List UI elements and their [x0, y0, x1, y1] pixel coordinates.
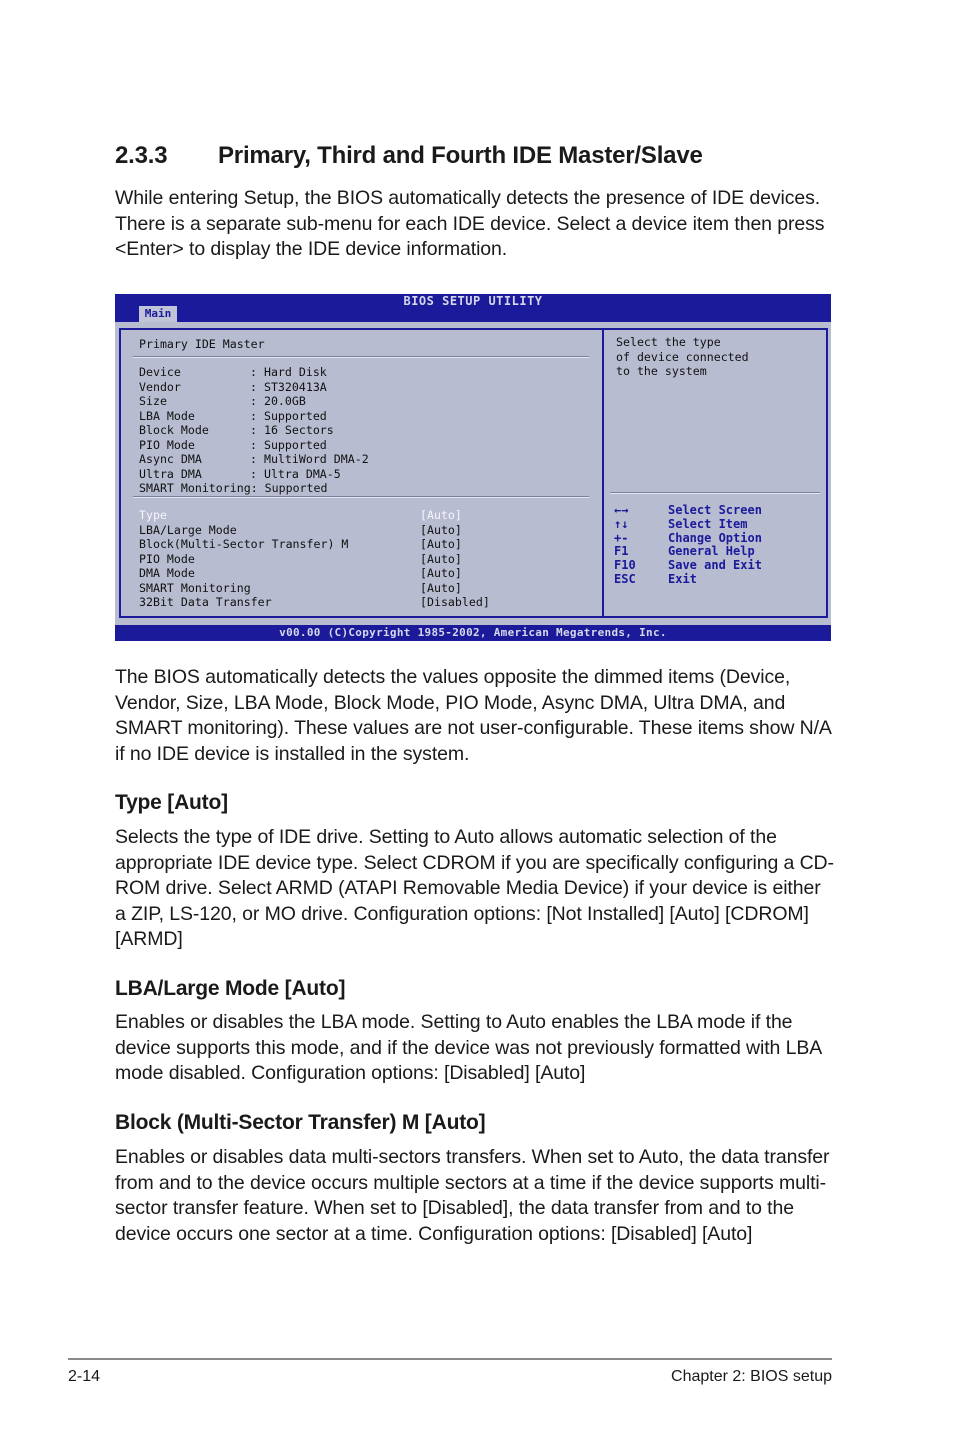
info-row: Async DMA : MultiWord DMA-2 [139, 452, 369, 466]
arrow-left-right-icon: ←→ [614, 503, 629, 517]
section-heading [115, 142, 875, 170]
bios-help-panel [602, 328, 828, 618]
bios-panel-heading: Primary IDE Master [139, 337, 265, 351]
bios-divider [610, 492, 820, 494]
bios-settings-panel [119, 328, 604, 618]
chapter-label: Chapter 2: BIOS setup [671, 1368, 832, 1385]
info-row: Vendor : ST320413A [139, 379, 327, 394]
lba-paragraph: Enables or disables the LBA mode. Setting to Auto enables the LBA mode if the device supports this mode, and if the device was not previously formatted with LBA mode disabled. Configuration options: [Disabled] [Auto] [115, 1011, 822, 1085]
bios-title-bar [115, 294, 831, 322]
block-paragraph: Enables or disables data multi-sectors transfers. When set to Auto, the data transfer from and to the device occurs multiple sectors at a time if the device supports multi-sector transfer feature. When set to [Disabled], the data transfer from and to the device occurs one sector at a time. Configuration options: [Disabled] [Auto] [115, 1146, 830, 1245]
detect-paragraph: The BIOS automatically detects the values opposite the dimmed items (Device, Vendor, Size, LBA Mode, Block Mode, PIO Mode, Async DMA, Ultra DMA, and SMART monitoring). These values are not user-configurable. These items show N/A if no IDE device is installed in the system. [115, 666, 831, 765]
bios-help-text: Select the type of device connected to the system [616, 335, 749, 378]
block-heading: Block (Multi-Sector Transfer) M [Auto] [115, 1111, 486, 1134]
bios-key-legend [614, 504, 762, 587]
info-row: Ultra DMA : Ultra DMA-5 [139, 466, 341, 481]
section-number: 2.3.3 [115, 142, 168, 169]
bios-divider [133, 356, 589, 358]
bios-screenshot [115, 294, 831, 641]
intro-paragraph: While entering Setup, the BIOS automatically detects the presence of IDE devices. There is a separate sub-menu for each IDE device. Select a device item then press <Enter> to display the IDE device information. [115, 187, 825, 261]
lba-heading: LBA/Large Mode [Auto] [115, 977, 346, 1000]
key-row: ←→ Select Screen [614, 503, 762, 517]
option-row-type[interactable]: Type [Auto] [139, 508, 462, 522]
arrow-up-down-icon: ↑↓ [614, 516, 629, 531]
info-row: SMART Monitoring: Supported [139, 481, 328, 495]
key-row: +- Change Option [614, 530, 762, 545]
option-row-block[interactable]: Block(Multi-Sector Transfer) M [Auto] [139, 537, 462, 551]
info-row: Block Mode : 16 Sectors [139, 423, 334, 437]
key-row: F10 Save and Exit [614, 558, 762, 573]
info-row: PIO Mode : Supported [139, 437, 327, 452]
info-row: Size : 20.0GB [139, 394, 306, 408]
option-row-pio[interactable]: PIO Mode [Auto] [139, 551, 462, 566]
bios-options-list [139, 508, 490, 610]
type-paragraph: Selects the type of IDE drive. Setting to Auto allows automatic selection of the appropriate IDE device type. Select CDROM if you are specifically configuring a CD-ROM drive. Select ARMD (ATAPI Removable Media Device) if your device is either a ZIP, LS-120, or MO drive. Configuration options: [Not Installed] [Auto] [CDROM] [ARMD] [115, 826, 834, 951]
option-row-lba[interactable]: LBA/Large Mode [Auto] [139, 522, 462, 537]
key-row: F1 General Help [614, 544, 755, 559]
key-row: ↑↓ Select Item [614, 516, 748, 531]
bios-copyright-bar: v00.00 (C)Copyright 1985-2002, American Megatrends, Inc. [115, 625, 831, 641]
page-number: 2-14 [68, 1368, 101, 1385]
option-row-smart[interactable]: SMART Monitoring [Auto] [139, 580, 462, 595]
option-row-32bit[interactable]: 32Bit Data Transfer [Disabled] [139, 595, 490, 609]
info-row: LBA Mode : Supported [139, 408, 327, 423]
option-row-dma[interactable]: DMA Mode [Auto] [139, 566, 462, 580]
footer-rule [68, 1358, 832, 1360]
bios-tab-main[interactable]: Main [139, 306, 177, 322]
bios-info-list [139, 365, 369, 496]
bios-divider [133, 496, 589, 498]
section-title: Primary, Third and Fourth IDE Master/Slave [218, 142, 703, 169]
key-row: ESC Exit [614, 571, 697, 586]
type-heading: Type [Auto] [115, 791, 228, 814]
bios-title: BIOS SETUP UTILITY [403, 294, 543, 308]
info-row: Device : Hard Disk [139, 365, 327, 379]
